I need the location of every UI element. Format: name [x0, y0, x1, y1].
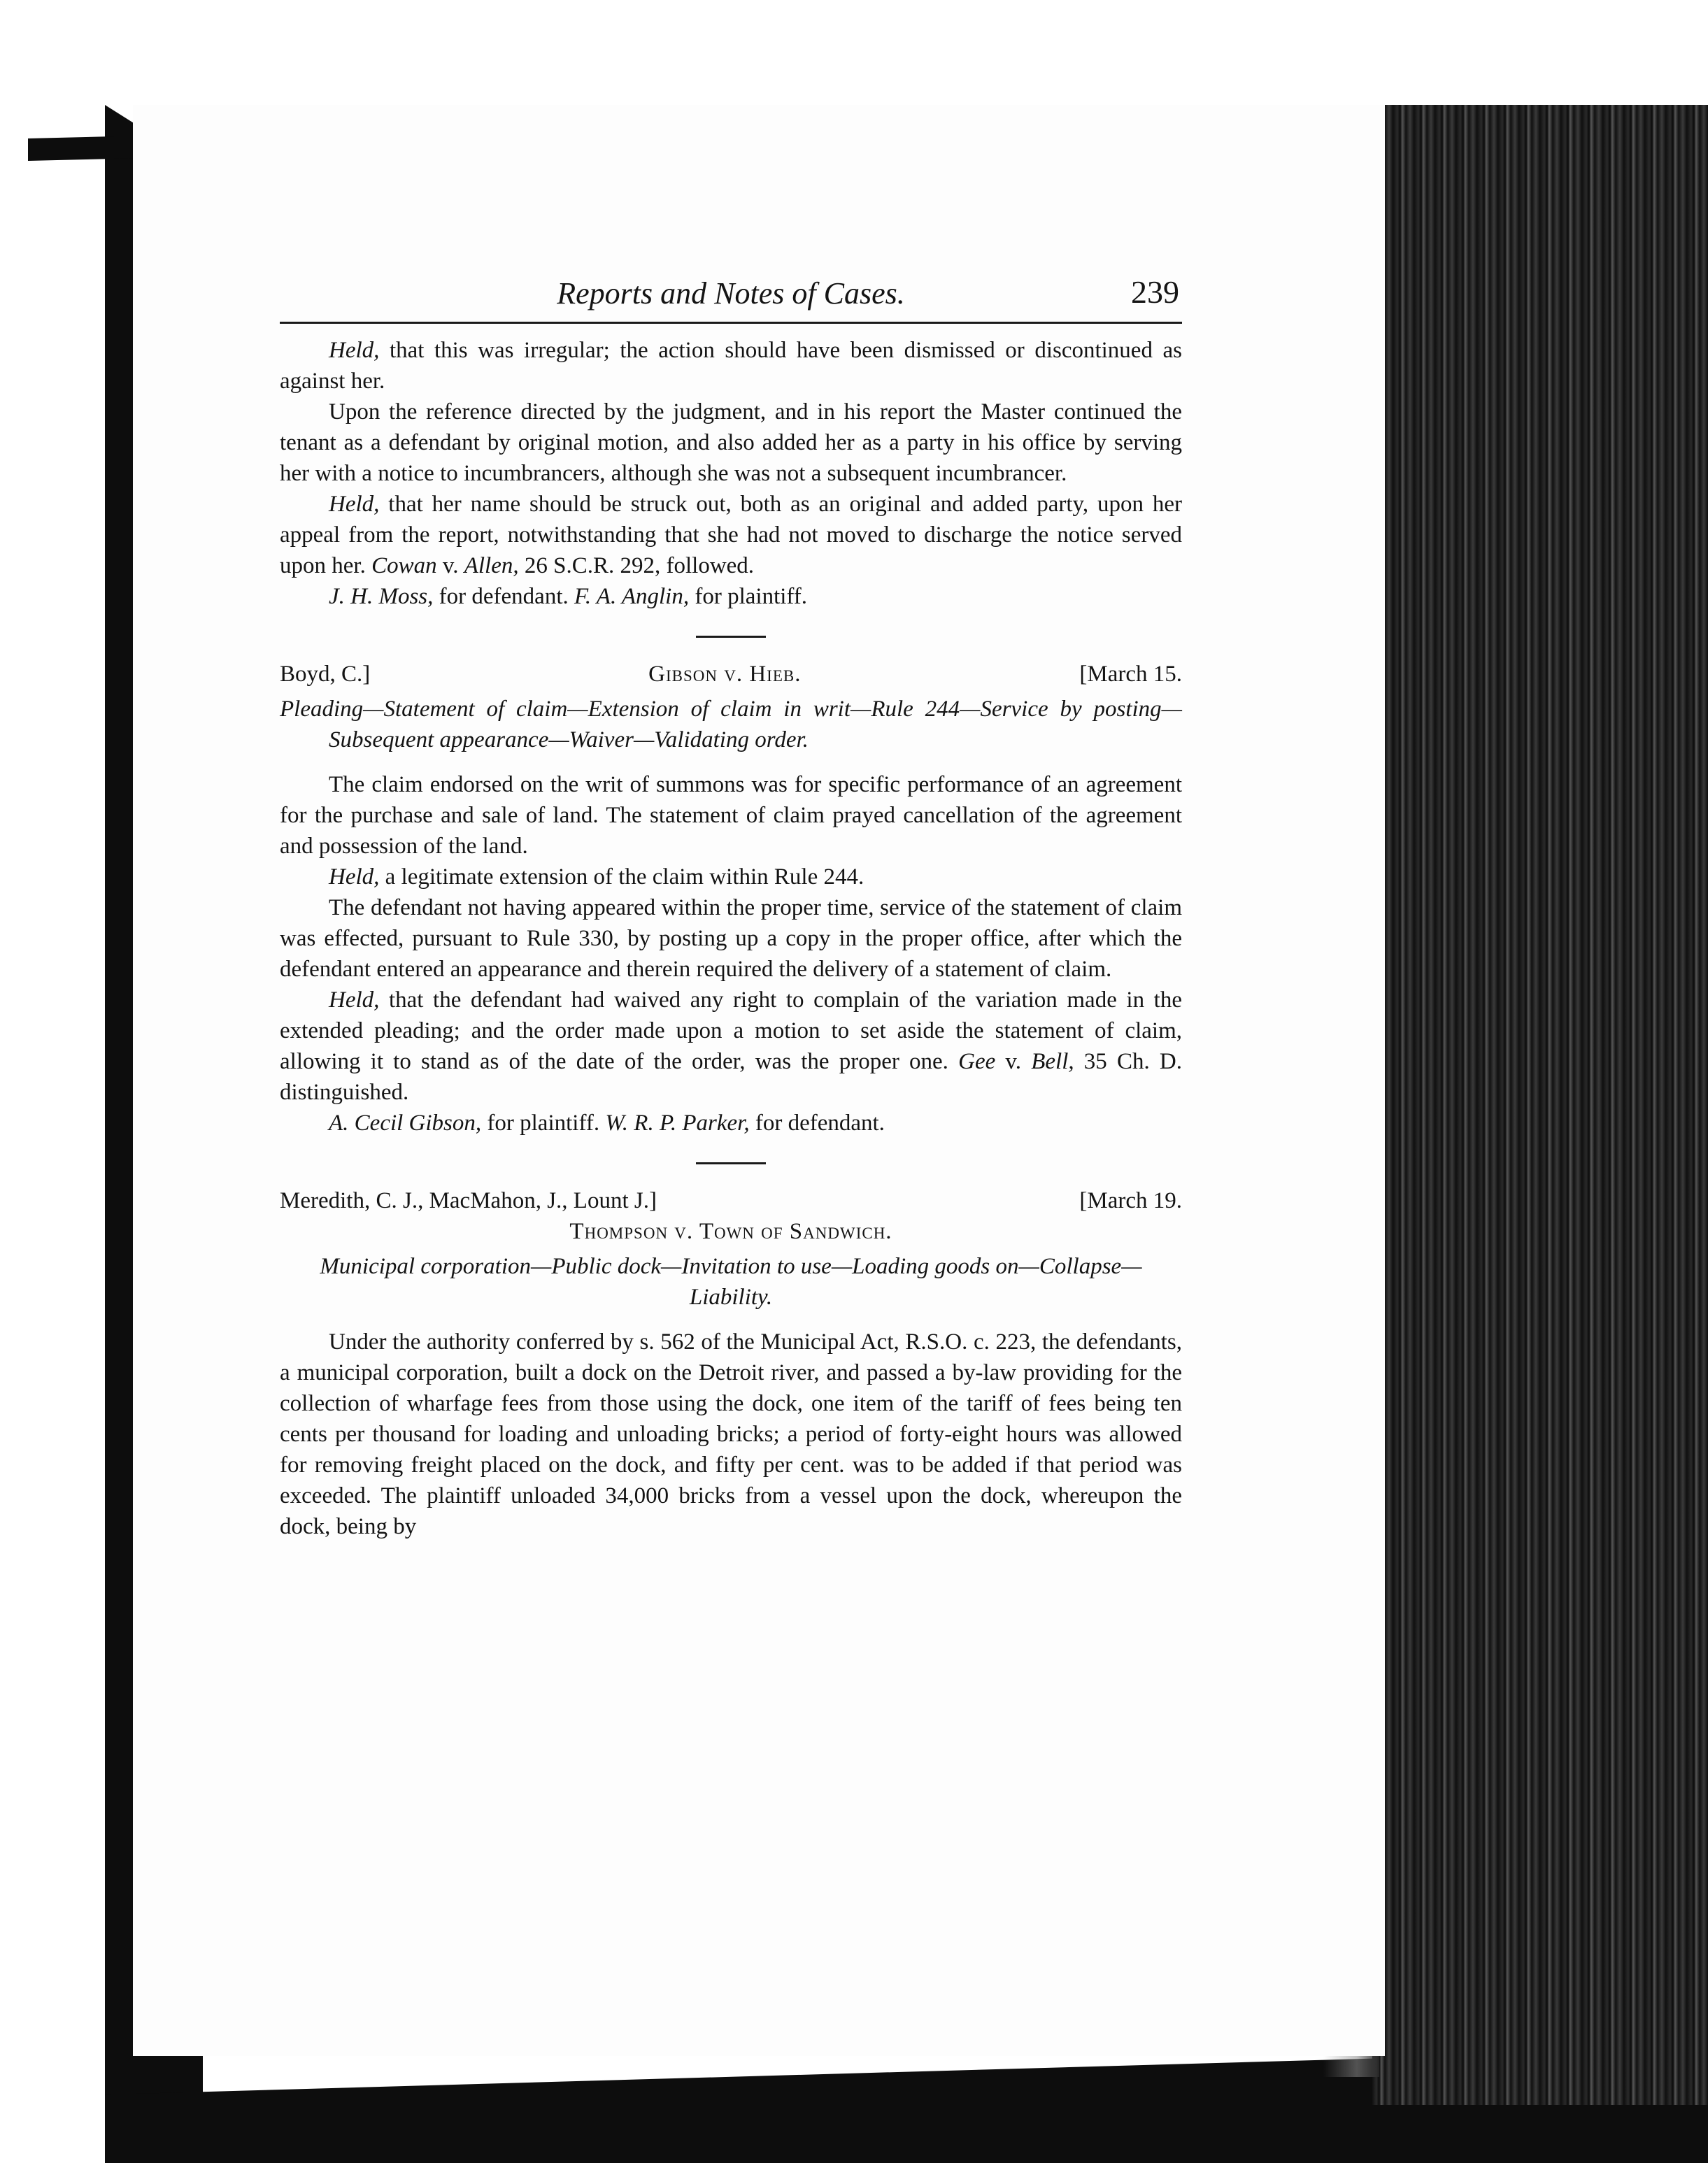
case1-counsel: [280, 581, 1182, 612]
case2-paragraph-service: The defendant not having appeared within the proper time, service of the statement of claim was effected, pursuant to Rule 330, by posting up a copy in the proper office, after which the defendant entered an appearance and therein required the delivery of a statement of claim.: [280, 895, 1182, 982]
scan-border-top: [0, 0, 1708, 105]
case2-paragraph-held-2: [280, 985, 1182, 1108]
case3-date: [March 19.: [1079, 1188, 1182, 1213]
case2-catchwords: Pleading—Statement of claim—Extension of claim in writ—Rule 244—Service by posting—Subsequent appearance—Waiver—Validating order.: [280, 697, 1182, 752]
citation-rest: 35 Ch. D. distinguished.: [280, 1049, 1183, 1105]
case3-paragraph-facts: Under the authority conferred by s. 562 of the Municipal Act, R.S.O. c. 223, the defendants, a municipal corporation, built a dock on the Detroit river, and passed a by-law providing for the collection of wharfage fees from those using the dock, one item of the tariff of fees being ten cents per thousand for loading and unloading bricks; a period of forty-eight hours was allowed for removing freight placed on the dock, and fifty per cent. was to be added if that period was exceeded. The plaintiff unloaded 34,000 bricks from a vessel upon the dock, whereupon the dock, being by: [280, 1329, 1182, 1539]
citation-party-b: Bell,: [1031, 1049, 1074, 1074]
citation-versus: v.: [436, 553, 464, 578]
citation-party-b: Allen,: [464, 553, 519, 578]
case3-header: [280, 1185, 1182, 1216]
case2-held-text: a legitimate extension of the claim within Rule 244.: [379, 864, 864, 890]
case3-catchwords: Municipal corporation—Public dock—Invitation to use—Loading goods on—Collapse—Liability.: [320, 1254, 1142, 1310]
case2-date: [March 15.: [1079, 662, 1182, 687]
page-number: 239: [1131, 274, 1179, 310]
case2-counsel: [280, 1108, 1182, 1138]
case3-title: Thompson v. Town of Sandwich.: [569, 1219, 892, 1244]
section-divider: [696, 636, 766, 638]
running-head-title: Reports and Notes of Cases.: [557, 276, 905, 310]
case2-title: Gibson v. Hieb.: [648, 662, 802, 687]
citation-versus: v.: [995, 1049, 1032, 1074]
counsel-role: for plaintiff.: [689, 584, 808, 609]
counsel-name: W. R. P. Parker,: [605, 1111, 750, 1136]
counsel-name: F. A. Anglin,: [574, 584, 690, 609]
case1-paragraph-held: [280, 335, 1182, 397]
case3-judges: Meredith, C. J., MacMahon, J., Lount J.]: [280, 1188, 657, 1213]
case2-paragraph-held: [280, 862, 1182, 892]
held-label: Held,: [329, 338, 380, 363]
citation-party-a: Cowan: [371, 553, 437, 578]
case2-header: [280, 659, 1182, 690]
counsel-role: for defendant.: [433, 584, 574, 609]
running-head: [280, 274, 1182, 324]
citation-rest: 26 S.C.R. 292, followed.: [518, 553, 755, 578]
citation-party-a: Gee: [958, 1049, 996, 1074]
case1-held2-text: that her name should be struck out, both as an original and added party, upon her appeal from the report, notwithstanding that she had not moved to discharge the notice served upon her.: [280, 492, 1182, 578]
case2-judge: Boyd, C.]: [280, 662, 371, 687]
case1-paragraph-reference: Upon the reference directed by the judgment, and in his report the Master continued the tenant as a defendant by original motion, and also added her as a party in his office by serving her with a notice to incumbrancers, although she was not a subsequent incumbrancer.: [280, 399, 1182, 486]
counsel-name: A. Cecil Gibson,: [329, 1111, 482, 1136]
case1-held-text: that this was irregular; the action should have been dismissed or discontinued as against her.: [280, 338, 1182, 394]
counsel-role: for defendant.: [749, 1111, 885, 1136]
counsel-name: J. H. Moss,: [329, 584, 434, 609]
book-page-edges: [1372, 105, 1708, 2105]
counsel-role: for plaintiff.: [481, 1111, 606, 1136]
section-divider: [696, 1162, 766, 1164]
held-label: Held,: [329, 987, 380, 1013]
case2-held2-text: that the defendant had waived any right to complain of the variation made in the extended pleading; and the order made upon a motion to set aside the statement of claim, allowing it to stand as of the date of the order, was the proper one.: [280, 987, 1182, 1074]
held-label: Held,: [329, 864, 380, 890]
page-content: [280, 274, 1183, 1542]
held-label: Held,: [329, 492, 380, 517]
case2-paragraph-claim: The claim endorsed on the writ of summons was for specific performance of an agreement for the purchase and sale of land. The statement of claim prayed cancellation of the agreement and possession of the land.: [280, 772, 1182, 859]
case1-paragraph-held-2: [280, 489, 1182, 581]
